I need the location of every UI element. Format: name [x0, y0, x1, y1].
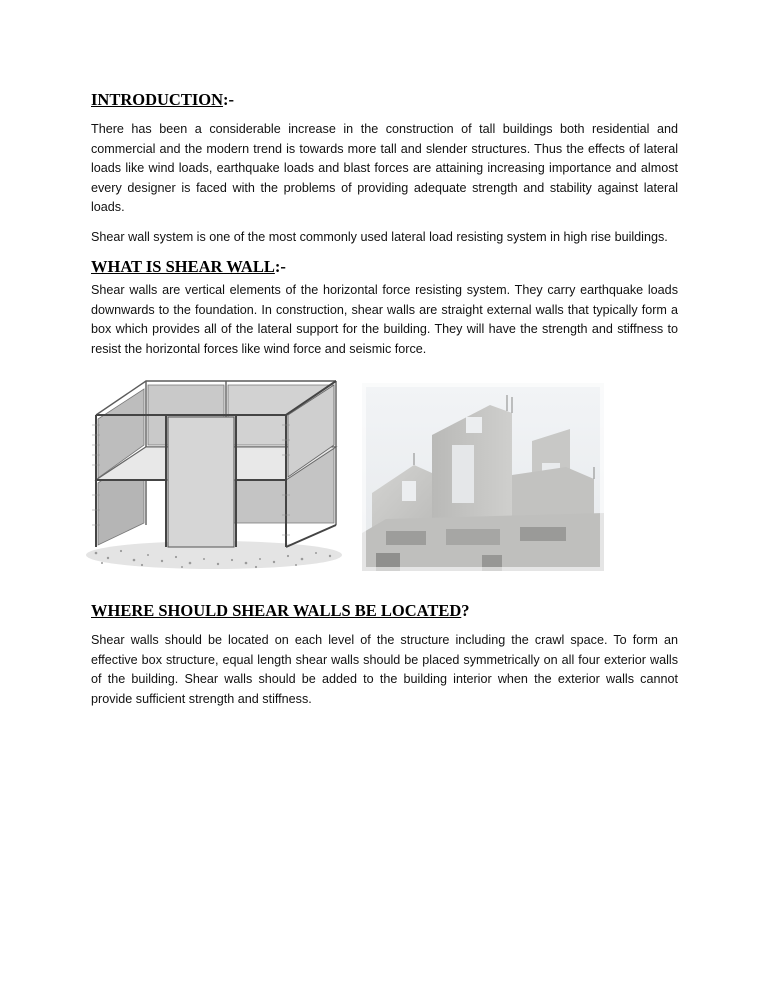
where-shear-walls-heading-suffix: ? [461, 601, 470, 620]
introduction-heading-suffix: :- [223, 90, 235, 109]
document-content [91, 90, 678, 709]
introduction-heading [91, 90, 678, 110]
shear-wall-system-paragraph: Shear wall system is one of the most commonly used lateral load resisting system in high rise buildings. [91, 229, 668, 244]
introduction-heading-text: INTRODUCTION [91, 90, 224, 109]
where-shear-walls-paragraph: Shear walls should be located on each level of the structure including the crawl space. To form an effective box structure, equal length shear walls should be placed symmetrically on all four exterior walls of the building. Shear walls should be added to the building interior when the exterior walls cannot provide sufficient strength and stiffness. [91, 633, 678, 706]
precast-concrete-walls-photo-icon [362, 383, 604, 571]
what-is-shear-wall-heading-suffix: :- [274, 257, 286, 276]
what-is-shear-wall-heading-text: WHAT IS SHEAR WALL [91, 257, 275, 276]
what-is-shear-wall-paragraph: Shear walls are vertical elements of the horizontal force resisting system. They carry earthquake loads downwards to the foundation. In construction, shear walls are straight external walls that typically form a box which provides all of the lateral support for the building. They will have the strength and stiffness to resist the horizontal forces like wind force and seismic force. [91, 283, 678, 356]
introduction-paragraph: There has been a considerable increase in the construction of tall buildings both residential and commercial and the modern trend is towards more tall and slender structures. Thus the effects of lateral loads like wind loads, earthquake loads and blast forces are attaining increasing importance and almost every designer is faced with the problems of providing adequate strength and stability against lateral loads. [91, 122, 678, 214]
figures-row [91, 375, 678, 575]
what-is-shear-wall-heading [91, 257, 678, 277]
where-shear-walls-heading [91, 601, 678, 621]
where-shear-walls-heading-text: WHERE SHOULD SHEAR WALLS BE LOCATED [91, 601, 462, 620]
shear-wall-frame-diagram-icon [86, 375, 346, 571]
